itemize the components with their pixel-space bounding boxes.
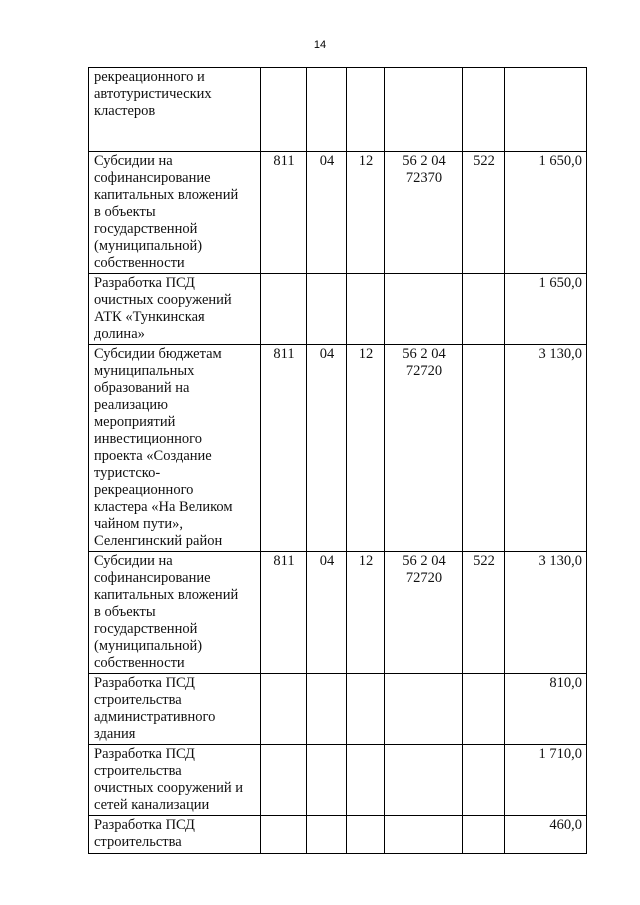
section-cell xyxy=(307,816,347,854)
table-row xyxy=(89,552,587,674)
amount-cell: 1 650,0 xyxy=(505,274,587,345)
target-article-cell xyxy=(385,274,463,345)
row-name: Разработка ПСД строительства xyxy=(89,816,261,854)
amount-cell xyxy=(505,68,587,152)
grbs-cell: 811 xyxy=(261,345,307,552)
subsection-cell: 12 xyxy=(347,152,385,274)
table-row xyxy=(89,345,587,552)
target-article-cell: 56 2 04 72720 xyxy=(385,345,463,552)
section-cell: 04 xyxy=(307,152,347,274)
grbs-cell xyxy=(261,274,307,345)
table-row xyxy=(89,152,587,274)
grbs-cell xyxy=(261,674,307,745)
row-name: Субсидии на софинансирование капитальных вложений в объекты государственной (муниципальной) собственности xyxy=(89,552,261,674)
target-article-cell: 56 2 04 72370 xyxy=(385,152,463,274)
grbs-cell xyxy=(261,745,307,816)
grbs-cell: 811 xyxy=(261,552,307,674)
amount-cell: 1 650,0 xyxy=(505,152,587,274)
expense-type-cell xyxy=(463,345,505,552)
section-cell xyxy=(307,745,347,816)
section-cell xyxy=(307,274,347,345)
section-cell xyxy=(307,674,347,745)
table-row xyxy=(89,274,587,345)
expense-type-cell xyxy=(463,274,505,345)
section-cell: 04 xyxy=(307,345,347,552)
target-article-cell xyxy=(385,674,463,745)
subsection-cell: 12 xyxy=(347,345,385,552)
row-name: Разработка ПСД строительства очистных сооружений и сетей канализации xyxy=(89,745,261,816)
page-number: 14 xyxy=(313,39,327,51)
expense-type-cell xyxy=(463,68,505,152)
subsection-cell xyxy=(347,274,385,345)
row-name: рекреационного и автотуристических кластеров xyxy=(89,68,261,152)
subsection-cell xyxy=(347,745,385,816)
section-cell xyxy=(307,68,347,152)
expense-type-cell xyxy=(463,745,505,816)
grbs-cell: 811 xyxy=(261,152,307,274)
expense-type-cell xyxy=(463,674,505,745)
row-name: Субсидии на софинансирование капитальных вложений в объекты государственной (муниципальной) собственности xyxy=(89,152,261,274)
grbs-cell xyxy=(261,816,307,854)
amount-cell: 3 130,0 xyxy=(505,552,587,674)
subsection-cell xyxy=(347,816,385,854)
budget-table xyxy=(88,67,587,854)
amount-cell: 3 130,0 xyxy=(505,345,587,552)
expense-type-cell: 522 xyxy=(463,152,505,274)
expense-type-cell: 522 xyxy=(463,552,505,674)
amount-cell: 460,0 xyxy=(505,816,587,854)
section-cell: 04 xyxy=(307,552,347,674)
table-row xyxy=(89,674,587,745)
table-row xyxy=(89,68,587,152)
row-name: Субсидии бюджетам муниципальных образований на реализацию мероприятий инвестиционного проекта «Создание туристско- рекреационного кластера «На Великом чайном пути», Селенгинский район xyxy=(89,345,261,552)
expense-type-cell xyxy=(463,816,505,854)
target-article-cell xyxy=(385,816,463,854)
row-name: Разработка ПСД очистных сооружений АТК «Тункинская долина» xyxy=(89,274,261,345)
subsection-cell: 12 xyxy=(347,552,385,674)
subsection-cell xyxy=(347,674,385,745)
row-name: Разработка ПСД строительства административного здания xyxy=(89,674,261,745)
amount-cell: 810,0 xyxy=(505,674,587,745)
table-row xyxy=(89,745,587,816)
target-article-cell xyxy=(385,68,463,152)
grbs-cell xyxy=(261,68,307,152)
table-row xyxy=(89,816,587,854)
target-article-cell: 56 2 04 72720 xyxy=(385,552,463,674)
amount-cell: 1 710,0 xyxy=(505,745,587,816)
subsection-cell xyxy=(347,68,385,152)
target-article-cell xyxy=(385,745,463,816)
